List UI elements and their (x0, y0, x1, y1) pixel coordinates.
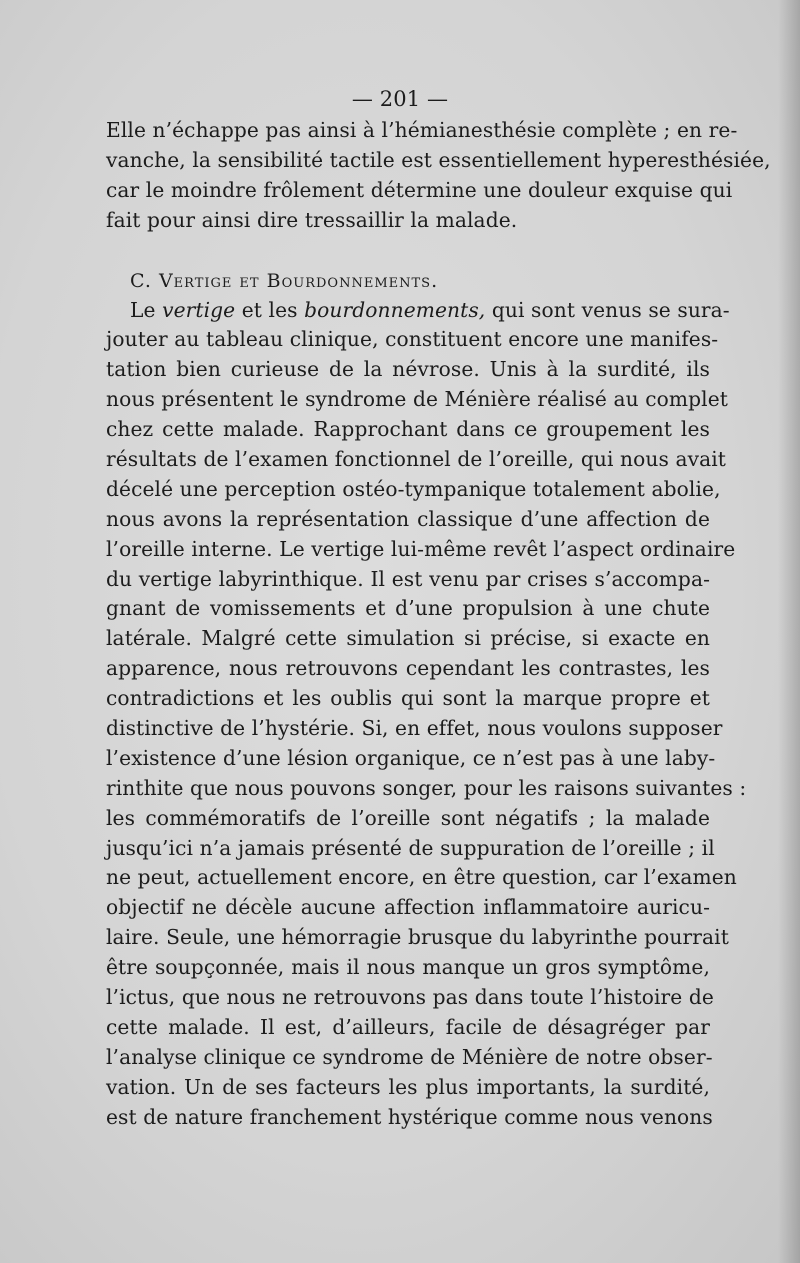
text-line: tation bien curieuse de la névrose. Unis à la surdité, ils (106, 357, 710, 382)
text-line: vation. Un de ses facteurs les plus importants, la surdité, (106, 1074, 710, 1099)
page-number: — 201 — (351, 87, 449, 111)
text-line: latérale. Malgré cette simulation si précise, si exacte en (106, 626, 710, 651)
text-line: nous présentent le syndrome de Ménière réalisé au complet (106, 387, 728, 412)
text-line: ne peut, actuellement encore, en être question, car l’examen (106, 865, 737, 890)
text-line: contradictions et les oublis qui sont la marque propre et (106, 686, 710, 711)
text-line: Elle n’échappe pas ainsi à l’hémianesthésie complète ; en re- (106, 118, 738, 142)
text-line: vanche, la sensibilité tactile est essentiellement hyperesthésiée, (106, 147, 771, 172)
text-line: apparence, nous retrouvons cependant les contrastes, les (106, 656, 710, 681)
section-heading: C. Vertige et Bourdonnements. (130, 269, 439, 292)
text-line: objectif ne décèle aucune affection inflammatoire auricu- (106, 895, 710, 920)
text-block (106, 82, 771, 1133)
text-run: et les (235, 297, 305, 322)
paragraph-2 (106, 296, 747, 1133)
text-line: les commémoratifs de l’oreille sont négatifs ; la malade (106, 805, 710, 830)
page-edge-shadow (778, 0, 800, 1263)
text-line-first (106, 296, 730, 326)
text-line: distinctive de l’hystérie. Si, en effet, nous voulons supposer (106, 716, 723, 741)
text-line: gnant de vomissements et d’une propulsion à une chute (106, 596, 710, 621)
text-line: laire. Seule, une hémorragie brusque du labyrinthe pourrait (106, 925, 729, 950)
text-line: car le moindre frôlement détermine une douleur exquise qui (106, 177, 733, 202)
text-line: l’oreille interne. Le vertige lui-même revêt l’aspect ordinaire (106, 536, 736, 561)
text-line: décelé une perception ostéo-tympanique totalement abolie, (106, 476, 721, 501)
text-line: fait pour ainsi dire tressaillir la malade. (106, 207, 518, 232)
text-run: qui sont venus se sura- (485, 297, 730, 322)
text-line: chez cette malade. Rapprochant dans ce groupement les (106, 417, 710, 442)
text-line: l’analyse clinique ce syndrome de Ménière de notre obser- (106, 1044, 713, 1069)
text-line: est de nature franchement hystérique comme nous venons (106, 1104, 713, 1129)
text-line: être soupçonnée, mais il nous manque un gros symptôme, (106, 955, 710, 980)
text-line: cette malade. Il est, d’ailleurs, facile de désagréger par (106, 1014, 710, 1039)
paragraph-gap (106, 236, 710, 266)
text-line: l’ictus, que nous ne retrouvons pas dans toute l’histoire de (106, 985, 714, 1010)
text-line: rinthite que nous pouvons songer, pour les raisons suivantes : (106, 775, 747, 800)
text-line: jusqu’ici n’a jamais présenté de suppuration de l’oreille ; il (106, 835, 715, 860)
text-line: jouter au tableau clinique, constituent encore une manifes- (106, 327, 719, 352)
text-line: l’existence d’une lésion organique, ce n’est pas à une laby- (106, 745, 716, 770)
text-run: Le (130, 297, 163, 322)
emphasis-vertige: vertige (162, 297, 236, 322)
paragraph-1 (106, 116, 771, 236)
text-line: résultats de l’examen fonctionnel de l’oreille, qui nous avait (106, 447, 727, 472)
text-line: nous avons la représentation classique d’une affection de (106, 506, 710, 531)
emphasis-bourdonnements: bourdonnements, (304, 297, 486, 322)
text-line: du vertige labyrinthique. Il est venu par crises s’accompa- (106, 566, 710, 591)
